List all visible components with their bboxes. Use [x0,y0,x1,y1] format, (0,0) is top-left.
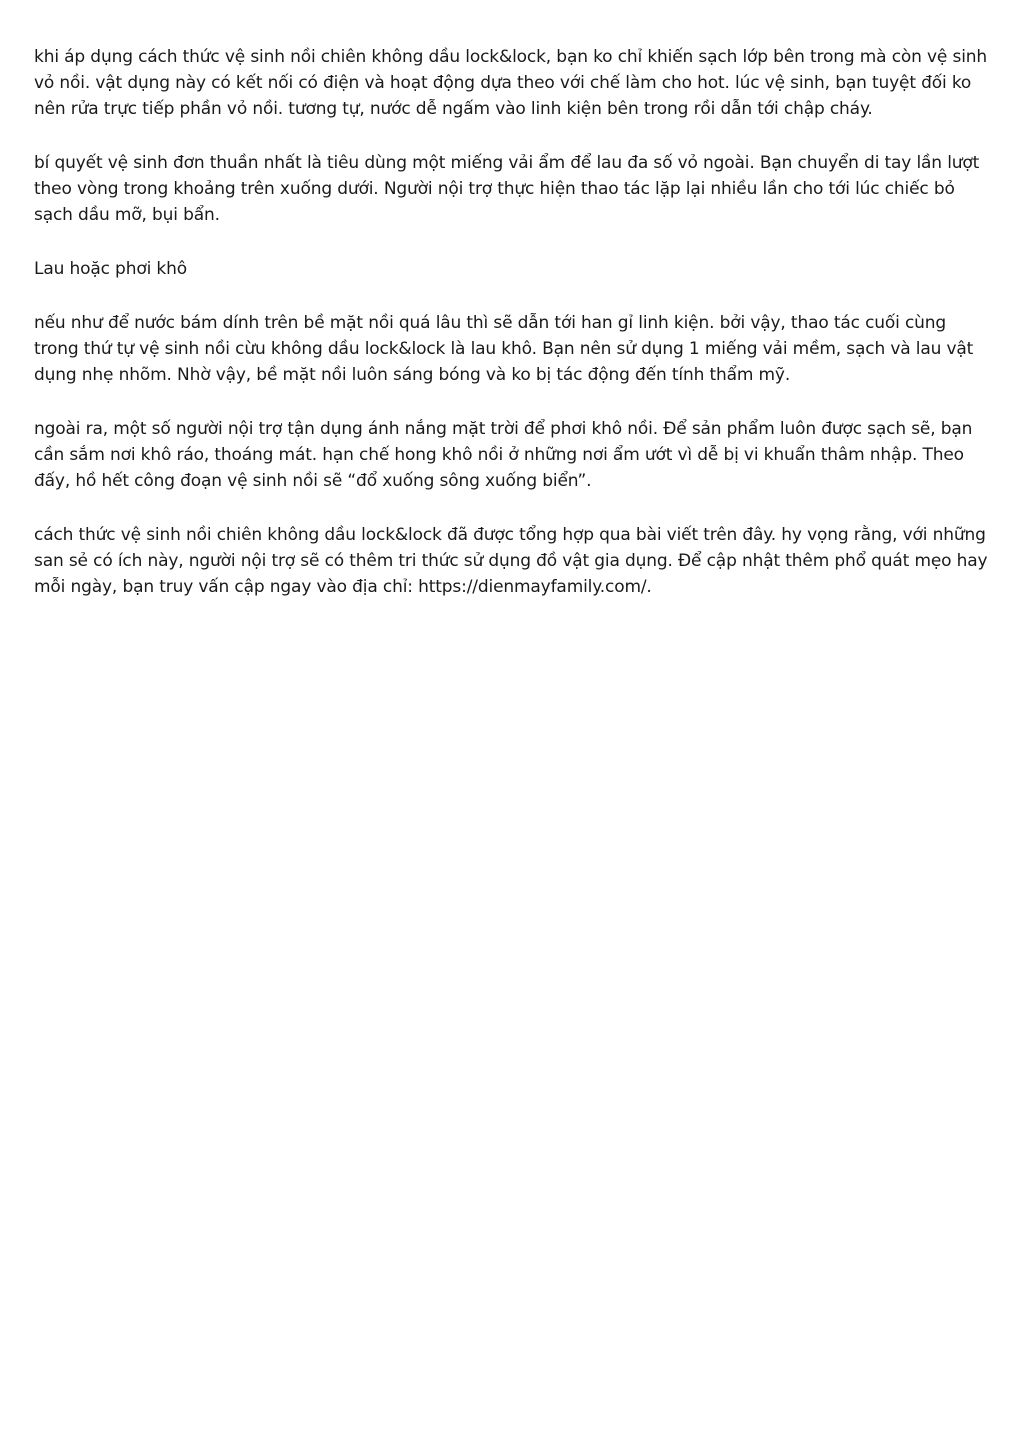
paragraph-conclusion: cách thức vệ sinh nồi chiên không dầu lock&lock đã được tổng hợp qua bài viết trên đây. hy vọng rằng, với những san sẻ có ích này, người nội trợ sẽ có thêm tri thức sử dụng đồ vật gia dụng. Để cập nhật thêm phổ quát mẹo hay mỗi ngày, bạn truy vấn cập ngay vào địa chỉ: https://dienmayfamily.com/. [34,525,988,597]
document-body [34,44,994,628]
paragraph-sun-drying: ngoài ra, một số người nội trợ tận dụng ánh nắng mặt trời để phơi khô nồi. Để sản phẩm luôn được sạch sẽ, bạn cần sắm nơi khô ráo, thoáng mát. hạn chế hong khô nồi ở những nơi ẩm ướt vì dễ bị vi khuẩn thâm nhập. Theo đấy, hồ hết công đoạn vệ sinh nồi sẽ “đổ xuống sông xuống biển”. [34,419,973,491]
paragraph-cleaning-shell: khi áp dụng cách thức vệ sinh nồi chiên không dầu lock&lock, bạn ko chỉ khiến sạch lớp bên trong mà còn vệ sinh vỏ nồi. vật dụng này có kết nối có điện và hoạt động dựa theo với chế làm cho hot. lúc vệ sinh, bạn tuyệt đối ko nên rửa trực tiếp phần vỏ nồi. tương tự, nước dễ ngấm vào linh kiện bên trong rồi dẫn tới chập cháy. [34,47,988,119]
paragraph-drying: nếu như để nước bám dính trên bề mặt nồi quá lâu thì sẽ dẫn tới han gỉ linh kiện. bởi vậy, thao tác cuối cùng trong thứ tự vệ sinh nồi cừu không dầu lock&lock là lau khô. Bạn nên sử dụng 1 miếng vải mềm, sạch và lau vật dụng nhẹ nhõm. Nhờ vậy, bề mặt nồi luôn sáng bóng và ko bị tác động đến tính thẩm mỹ. [34,313,974,385]
paragraph-wipe-technique: bí quyết vệ sinh đơn thuần nhất là tiêu dùng một miếng vải ẩm để lau đa số vỏ ngoài. Bạn chuyển di tay lần lượt theo vòng trong khoảng trên xuống dưới. Người nội trợ thực hiện thao tác lặp lại nhiều lần cho tới lúc chiếc bỏ sạch dầu mỡ, bụi bẩn. [34,153,980,225]
section-heading-dry: Lau hoặc phơi khô [34,259,187,279]
